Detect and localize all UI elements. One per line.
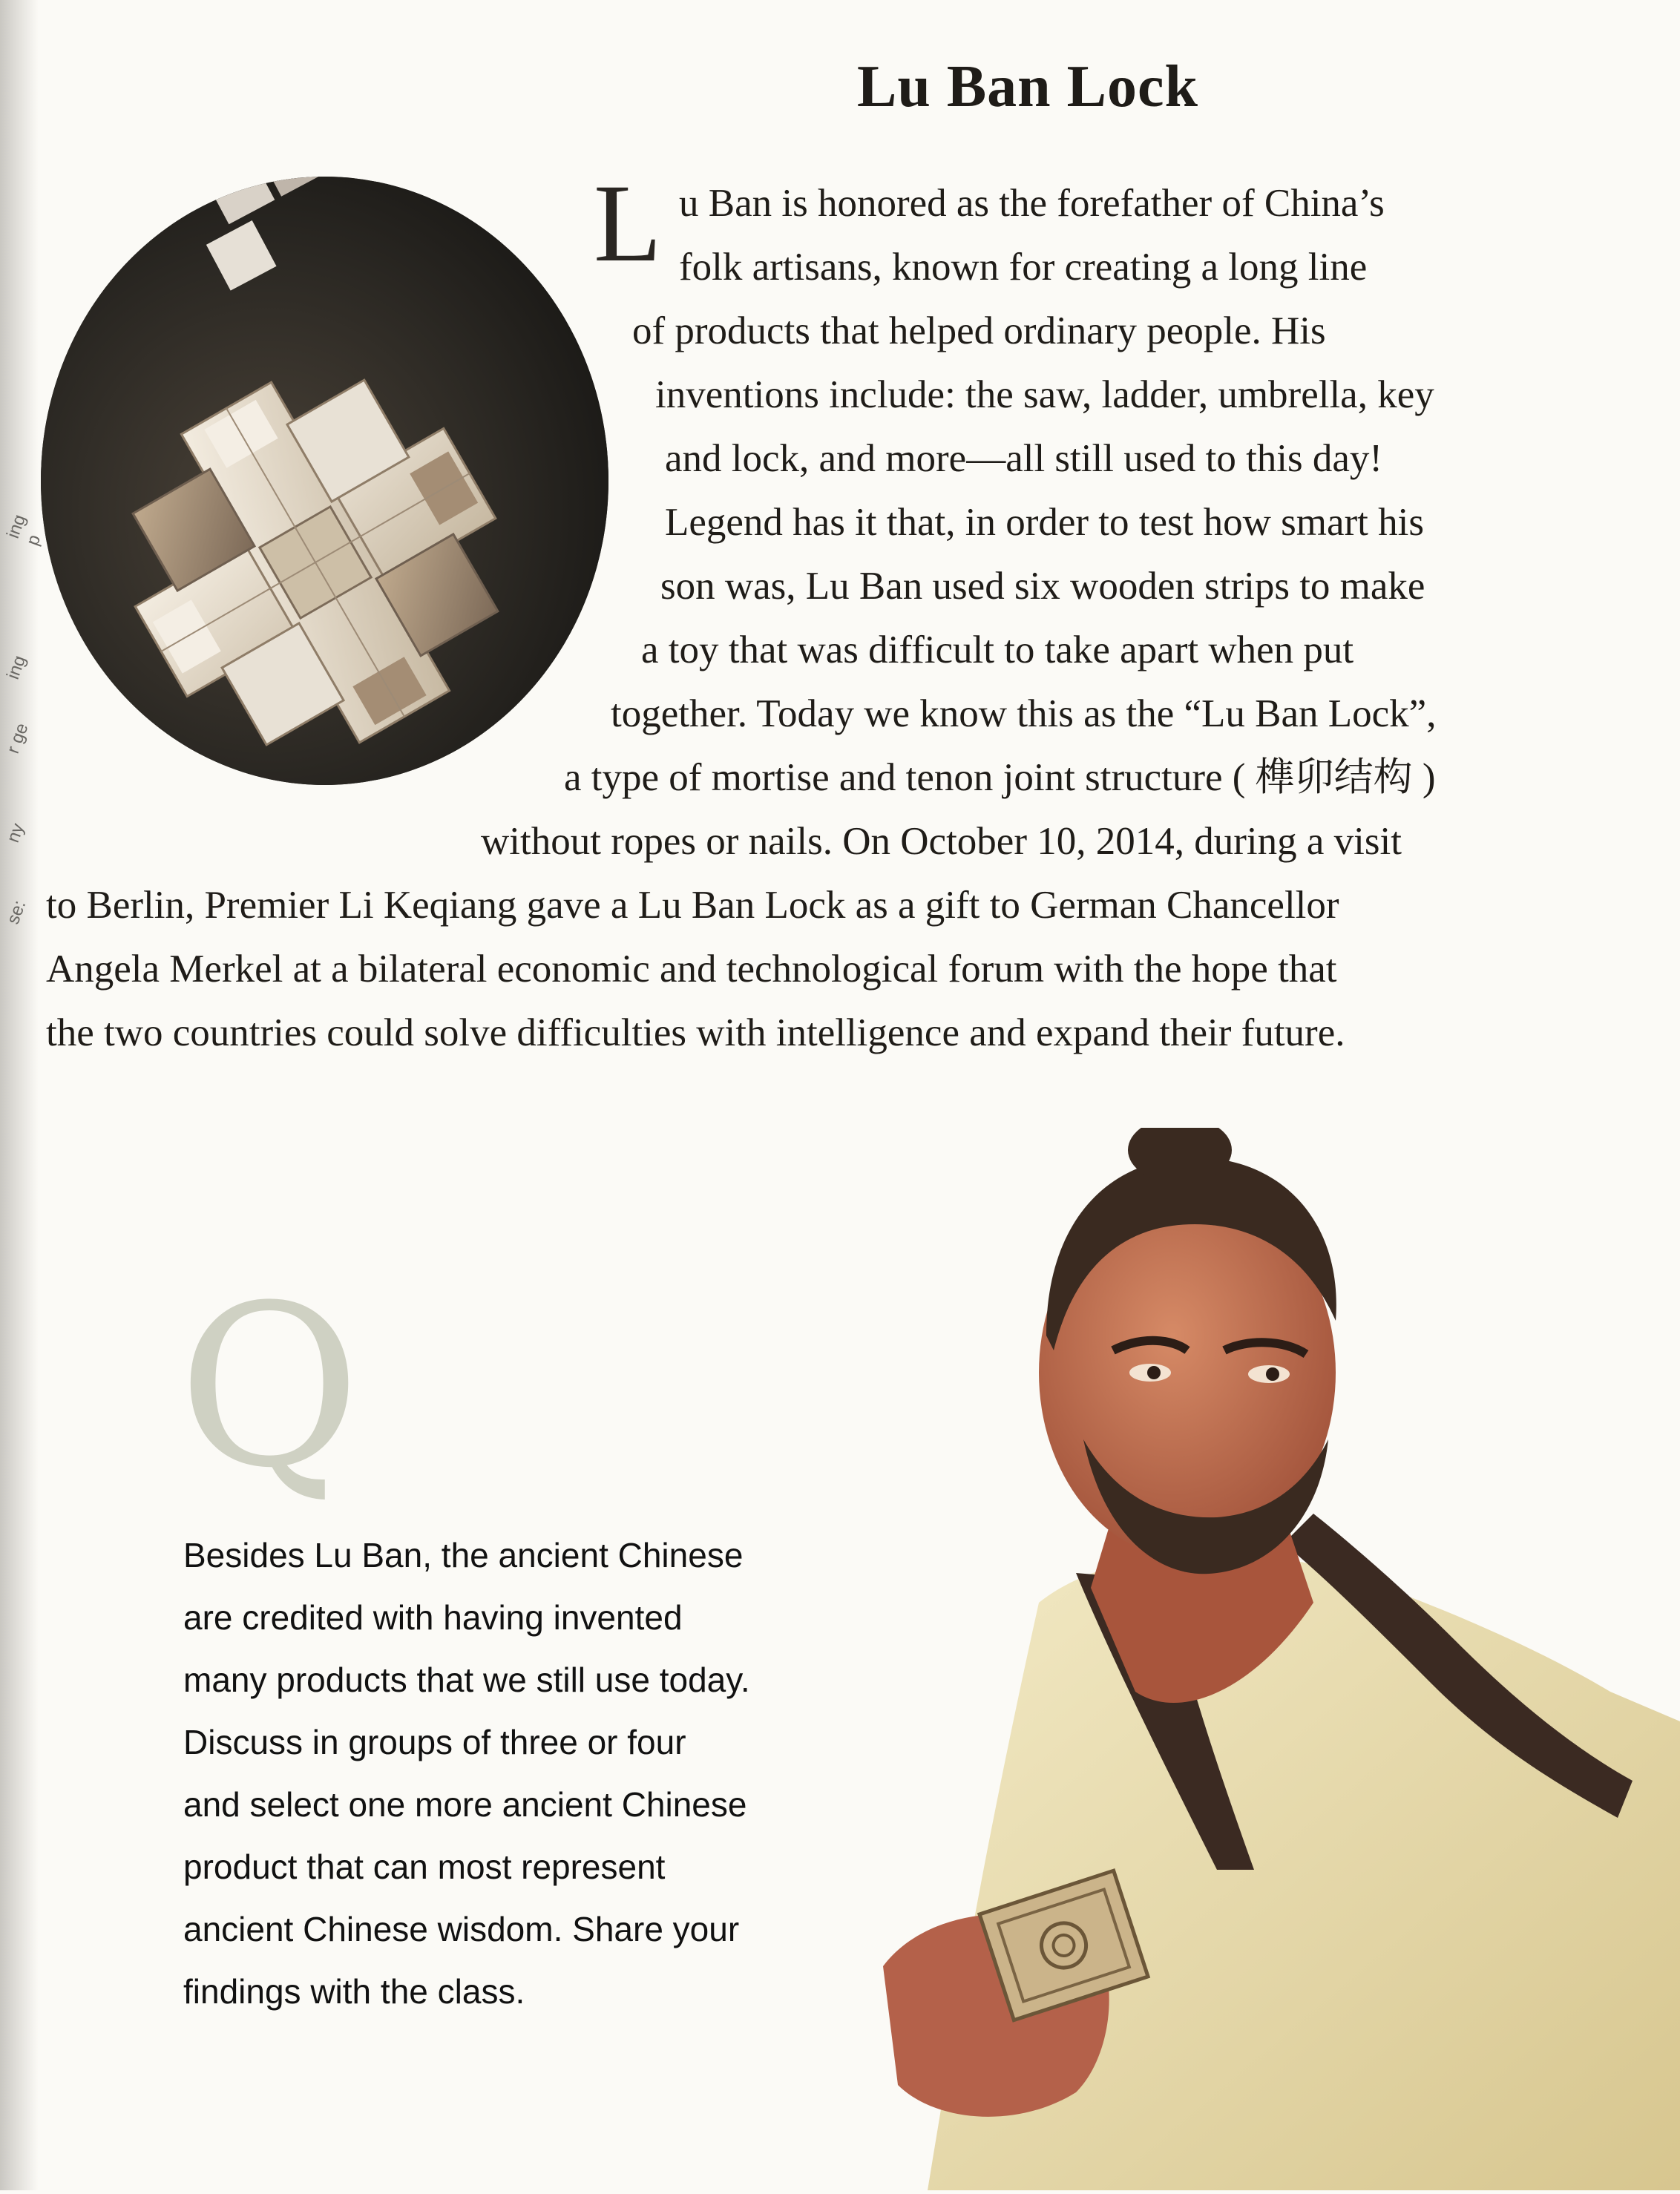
story-line: folk artisans, known for creating a long line xyxy=(679,246,1368,289)
story-line: Legend has it that, in order to test how smart his xyxy=(665,501,1424,544)
edge-text-fragment: ing xyxy=(3,652,30,683)
question-mark-letter: Q xyxy=(178,1258,361,1517)
story-line: without ropes or nails. On October 10, 2014, during a visit xyxy=(481,820,1402,863)
story-line: a toy that was difficult to take apart when put xyxy=(641,628,1354,671)
story-line: son was, Lu Ban used six wooden strips to make xyxy=(660,565,1425,608)
story-line: to Berlin, Premier Li Keqiang gave a Lu Ban Lock as a gift to German Chancellor xyxy=(46,884,1339,927)
story-line: and lock, and more—all still used to this day! xyxy=(665,437,1383,480)
edge-text-fragment: ing p xyxy=(3,511,45,548)
drop-cap: L xyxy=(594,162,662,285)
question-line: and select one more ancient Chinese xyxy=(183,1785,747,1824)
story-line: inventions include: the saw, ladder, umbrella, key xyxy=(655,373,1434,416)
edge-text-fragment: r ge xyxy=(3,720,33,757)
discussion-question xyxy=(183,1524,851,2023)
story-line: Angela Merkel at a bilateral economic and technological forum with the hope that xyxy=(46,947,1337,991)
question-line: ancient Chinese wisdom. Share your xyxy=(183,1910,740,1948)
story-line: together. Today we know this as the “Lu Ban Lock”, xyxy=(611,692,1437,735)
question-line: many products that we still use today. xyxy=(183,1661,750,1699)
edge-text-fragment: se: xyxy=(3,897,30,927)
lu-ban-figure-illustration xyxy=(868,1128,1680,2190)
question-line: findings with the class. xyxy=(183,1972,525,2011)
story-line: of products that helped ordinary people. His xyxy=(632,309,1326,352)
question-line: product that can most represent xyxy=(183,1848,666,1886)
story-line: u Ban is honored as the forefather of China’s xyxy=(679,182,1385,225)
lu-ban-portrait xyxy=(868,1128,1680,2190)
story-line: the two countries could solve difficulties with intelligence and expand their future. xyxy=(46,1011,1345,1054)
story-line: a type of mortise and tenon joint structure ( 榫卯结构 ) xyxy=(564,756,1436,799)
question-line: Besides Lu Ban, the ancient Chinese xyxy=(183,1536,744,1574)
edge-text-fragment: ny xyxy=(3,821,29,846)
question-line: are credited with having invented xyxy=(183,1598,683,1637)
lu-ban-story xyxy=(0,0,1680,1068)
page-title: Lu Ban Lock xyxy=(856,54,1199,119)
question-line: Discuss in groups of three or four xyxy=(183,1723,686,1761)
